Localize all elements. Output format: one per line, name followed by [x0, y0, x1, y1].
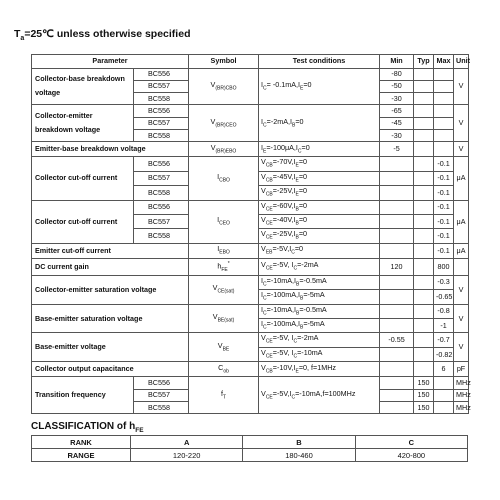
test-condition: $V_{CE}=-5V$, $I_C=-2mA$ [259, 333, 380, 347]
min-value: -50 [380, 80, 414, 92]
min-value: -80 [380, 68, 414, 80]
test-condition: $I_C=-10mA,I_B=-0.5mA$ [259, 304, 380, 318]
min-value [380, 243, 414, 258]
table-row [32, 258, 469, 275]
min-value [380, 304, 414, 318]
symbol-cell [189, 333, 259, 362]
header-max: Max [434, 55, 454, 69]
table-row [32, 275, 469, 289]
parameter-name: Emitter-base breakdown voltage [32, 142, 189, 157]
symbol-cell [189, 243, 259, 258]
max-value: -0.1 [434, 171, 454, 185]
symbol-main: V [210, 79, 216, 89]
symbol-main: V [210, 116, 216, 126]
min-value [380, 362, 414, 377]
typ-value [414, 157, 434, 171]
parameter-name: Collector cut-off current [32, 200, 134, 243]
device-cell: BC557 [134, 215, 189, 229]
header-typ: Typ [414, 55, 434, 69]
test-condition: $V_{CE}=-5V,I_C=-10mA,f=100MHz$ [259, 377, 380, 414]
device-cell: BC558 [134, 93, 189, 105]
header-symbol: Symbol [189, 55, 259, 69]
test-conditions-heading: $T_a=25℃$ unless otherwise specified [14, 28, 191, 43]
symbol-cell [189, 275, 259, 304]
test-condition: $V_{CE}=-40V,I_B=0$ [259, 215, 380, 229]
table-row [32, 68, 469, 80]
device-cell: BC558 [134, 129, 189, 141]
device-cell: BC557 [134, 389, 189, 401]
symbol-main: V [212, 311, 218, 321]
classification-table [31, 435, 468, 462]
typ-value [414, 333, 434, 347]
unit-cell: V [454, 275, 469, 304]
device-cell: BC558 [134, 186, 189, 200]
max-value [434, 68, 454, 80]
unit-cell: pF [454, 362, 469, 377]
test-condition: $I_C=-10mA,I_B=-0.5mA$ [259, 275, 380, 289]
symbol-main: V [210, 142, 216, 152]
min-value [380, 186, 414, 200]
symbol-cell [189, 105, 259, 142]
test-condition: $V_{CE}=-25V,I_B=0$ [259, 229, 380, 243]
test-condition: $I_C=-100mA,I_B=-5mA$ [259, 319, 380, 333]
device-cell: BC557 [134, 171, 189, 185]
max-value: -0.1 [434, 215, 454, 229]
max-value: -0.1 [434, 157, 454, 171]
symbol-superscript: * [227, 260, 230, 267]
typ-value [414, 80, 434, 92]
typ-value [414, 243, 434, 258]
max-value: -0.8 [434, 304, 454, 318]
typ-value: 150 [414, 389, 434, 401]
typ-value [414, 200, 434, 214]
parameter-name: Collector-emitter breakdown voltage [32, 105, 134, 142]
max-value [434, 93, 454, 105]
symbol-subscript: CBO [219, 177, 230, 184]
max-value: -0.7 [434, 333, 454, 347]
symbol-main: C [218, 362, 224, 372]
symbol-subscript: BE(sat) [217, 317, 235, 324]
parameter-name: Emitter cut-off current [32, 243, 189, 258]
typ-value [414, 142, 434, 157]
typ-value [414, 290, 434, 304]
min-value [380, 389, 414, 401]
test-condition: $I_C=-100mA,I_B=-5mA$ [259, 290, 380, 304]
range-a-value: 120-220 [131, 449, 243, 462]
symbol-subscript: EBO [219, 249, 230, 256]
max-value [434, 129, 454, 141]
test-condition: $V_{CE}=-5V$, $I_C=-2mA$ [259, 258, 380, 275]
typ-value [414, 129, 434, 141]
max-value: 800 [434, 258, 454, 275]
symbol-cell [189, 142, 259, 157]
test-condition: $V_{CB}=-10V,I_E=0$, f=1MHz [259, 362, 380, 377]
typ-value: 150 [414, 377, 434, 389]
max-value [434, 377, 454, 389]
symbol-cell [189, 68, 259, 105]
table-row [32, 377, 469, 389]
symbol-main: f [220, 388, 223, 398]
table-row [32, 157, 469, 171]
rank-b-header: B [243, 436, 355, 449]
typ-value [414, 347, 434, 361]
rank-c-header: C [355, 436, 467, 449]
symbol-subscript: CE(sat) [217, 288, 235, 295]
symbol-subscript: ob [223, 368, 229, 375]
unit-cell: MHz [454, 377, 469, 389]
typ-value [414, 105, 434, 117]
min-value [380, 200, 414, 214]
min-value [380, 215, 414, 229]
device-cell: BC556 [134, 200, 189, 214]
max-value: -0.65 [434, 290, 454, 304]
parameter-name: Base-emitter saturation voltage [32, 304, 189, 333]
unit-cell: MHz [454, 389, 469, 401]
rank-header: RANK [32, 436, 131, 449]
min-value [380, 229, 414, 243]
header-parameter: Parameter [32, 55, 189, 69]
max-value [434, 117, 454, 129]
table-row [32, 362, 469, 377]
min-value [380, 157, 414, 171]
max-value: -0.1 [434, 243, 454, 258]
symbol-cell [189, 200, 259, 243]
test-condition: $V_{CB}=-45V,I_E=0$ [259, 171, 380, 185]
device-cell: BC556 [134, 377, 189, 389]
table-header-row [32, 55, 469, 69]
symbol-main: V [217, 340, 223, 350]
parameter-name: Transition frequency [32, 377, 134, 414]
device-cell: BC556 [134, 157, 189, 171]
typ-value [414, 319, 434, 333]
device-cell: BC558 [134, 401, 189, 413]
max-value: -0.1 [434, 200, 454, 214]
min-value [380, 275, 414, 289]
range-b-value: 180-460 [243, 449, 355, 462]
table-row [32, 304, 469, 318]
typ-value [414, 93, 434, 105]
symbol-cell [189, 157, 259, 200]
typ-value [414, 275, 434, 289]
min-value [380, 377, 414, 389]
header-test-conditions: Test conditions [259, 55, 380, 69]
parameter-name: Collector output capacitance [32, 362, 189, 377]
min-value: -0.55 [380, 333, 414, 347]
symbol-main: h [217, 261, 222, 271]
max-value: -0.1 [434, 186, 454, 200]
device-cell: BC558 [134, 229, 189, 243]
typ-value [414, 215, 434, 229]
symbol-subscript: (BR)CBO [215, 85, 237, 92]
classification-header-row [32, 436, 468, 449]
test-condition: $V_{CE}=-60V,I_B=0$ [259, 200, 380, 214]
min-value: -5 [380, 142, 414, 157]
parameter-name: Collector-base breakdown voltage [32, 68, 134, 105]
symbol-main: I [217, 244, 220, 254]
parameter-name: Collector-emitter saturation voltage [32, 275, 189, 304]
test-condition: $V_{CB}=-25V,I_E=0$ [259, 186, 380, 200]
device-cell: BC557 [134, 80, 189, 92]
table-row [32, 333, 469, 347]
test-condition: $V_{CE}=-5V$, $I_C=-10mA$ [259, 347, 380, 361]
test-condition: $I_C=-2mA,I_B=0$ [259, 105, 380, 142]
test-condition: $V_{CB}=-70V,I_E=0$ [259, 157, 380, 171]
typ-value [414, 362, 434, 377]
min-value [380, 319, 414, 333]
min-value: -30 [380, 129, 414, 141]
unit-cell: V [454, 68, 469, 105]
typ-value [414, 117, 434, 129]
range-label: RANGE [32, 449, 131, 462]
header-min: Min [380, 55, 414, 69]
table-row [32, 105, 469, 117]
max-value [434, 389, 454, 401]
max-value: -0.82 [434, 347, 454, 361]
parameter-name: Base-emitter voltage [32, 333, 189, 362]
rank-a-header: A [131, 436, 243, 449]
symbol-cell [189, 304, 259, 333]
unit-cell: V [454, 105, 469, 142]
symbol-subscript: (BR)CEO [215, 122, 237, 129]
symbol-subscript: BE [222, 346, 230, 353]
min-value [380, 290, 414, 304]
max-value: -0.3 [434, 275, 454, 289]
device-cell: BC556 [134, 105, 189, 117]
symbol-main: I [217, 215, 220, 225]
typ-value [414, 171, 434, 185]
typ-value [414, 304, 434, 318]
symbol-cell [189, 258, 259, 275]
device-cell: BC557 [134, 117, 189, 129]
symbol-subscript: CEO [219, 220, 230, 227]
typ-value [414, 229, 434, 243]
min-value [380, 347, 414, 361]
min-value: 120 [380, 258, 414, 275]
test-condition: $I_E=-100\mu A,I_C=0$ [259, 142, 380, 157]
parameter-name: DC current gain [32, 258, 189, 275]
unit-cell: μA [454, 243, 469, 258]
max-value [434, 401, 454, 413]
max-value: 6 [434, 362, 454, 377]
test-condition: $I_C= -0.1mA,I_E=0$ [259, 68, 380, 105]
max-value [434, 105, 454, 117]
max-value: -0.1 [434, 229, 454, 243]
unit-cell: V [454, 142, 469, 157]
unit-cell: μA [454, 200, 469, 243]
symbol-cell [189, 377, 259, 414]
symbol-subscript: T [222, 394, 227, 401]
test-condition: $V_{EB}=-5V,I_C=0$ [259, 243, 380, 258]
table-row [32, 200, 469, 214]
typ-value: 150 [414, 401, 434, 413]
classification-title: CLASSIFICATION of $h_{FE}$ [31, 421, 144, 434]
header-unit: Unit [454, 55, 469, 69]
classification-range-row [32, 449, 468, 462]
table-body [32, 68, 469, 414]
typ-value [414, 186, 434, 200]
table-row [32, 142, 469, 157]
typ-value [414, 68, 434, 80]
min-value: -45 [380, 117, 414, 129]
typ-value [414, 258, 434, 275]
parameter-name: Collector cut-off current [32, 157, 134, 200]
symbol-main: V [212, 282, 218, 292]
symbol-main: I [217, 171, 220, 181]
max-value: -1 [434, 319, 454, 333]
electrical-characteristics-table [31, 54, 469, 414]
symbol-subscript: FE [221, 266, 228, 273]
unit-cell: μA [454, 157, 469, 200]
unit-cell [454, 258, 469, 275]
min-value: -65 [380, 105, 414, 117]
unit-cell: V [454, 304, 469, 333]
min-value [380, 401, 414, 413]
table-row [32, 243, 469, 258]
min-value [380, 171, 414, 185]
max-value [434, 80, 454, 92]
symbol-cell [189, 362, 259, 377]
min-value: -30 [380, 93, 414, 105]
unit-cell: MHz [454, 401, 469, 413]
symbol-subscript: (BR)EBO [215, 148, 237, 154]
range-c-value: 420-800 [355, 449, 467, 462]
unit-cell: V [454, 333, 469, 362]
max-value [434, 142, 454, 157]
device-cell: BC556 [134, 68, 189, 80]
